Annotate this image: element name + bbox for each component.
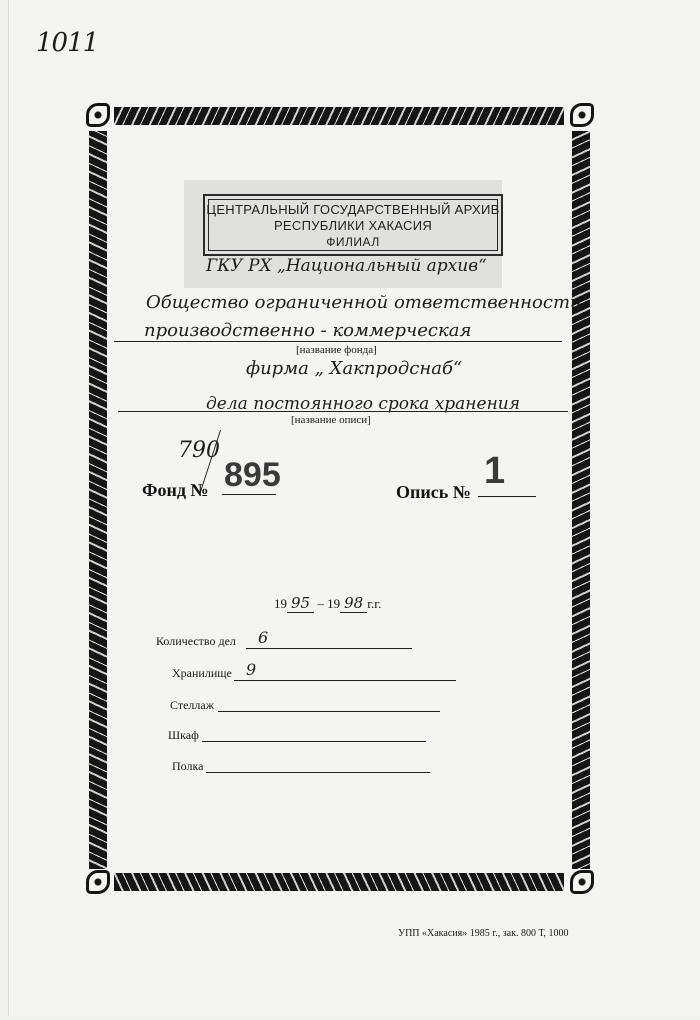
opis-name-caption: [название описи] [291,414,371,426]
frame-corner-ornament-top-left [86,103,110,127]
field-rule-cabinet [202,741,426,742]
year-dash: – [317,596,324,611]
frame-bottom-band [114,873,564,891]
opis-number-rule [478,496,536,497]
field-label-cabinet: Шкаф [168,728,199,742]
opis-name-rule [118,411,568,412]
fond-name-line-2: производственно - коммерческая [144,320,472,341]
stamp-line-3: ФИЛИАЛ [326,235,380,249]
stamp-line-2: РЕСПУБЛИКИ ХАКАСИЯ [273,218,433,233]
archive-name-handwritten: ГКУ РХ „Национальный архив“ [206,256,487,276]
fond-number: 895 [224,456,281,494]
stamp-line-1: ЦЕНТРАЛЬНЫЙ ГОСУДАРСТВЕННЫЙ АРХИВ [206,202,500,217]
year-end-prefix: 19 [327,596,341,611]
frame-corner-ornament-bottom-left [86,870,110,894]
fond-name-rule [114,341,562,342]
printing-imprint: УПП «Хакасия» 1985 г., зак. 800 Т, 1000 [398,928,569,939]
field-rule-shelf [206,772,430,773]
field-rule-cases-count [246,648,412,649]
fond-name-caption: [название фонда] [296,344,377,356]
archive-stamp [203,194,503,256]
field-label-shelf: Полка [172,759,204,773]
field-label-rack: Стеллаж [170,698,215,712]
field-value-storage: 9 [246,660,257,679]
opis-label: Опись № [396,482,471,502]
frame-top-band [114,107,564,125]
field-rule-rack [218,711,440,712]
frame-corner-ornament-bottom-right [570,870,594,894]
year-end: 98 [340,594,367,613]
years-range [274,594,381,612]
year-start: 95 [287,594,314,613]
fond-name-line-1: Общество ограниченной ответственности [146,292,582,313]
field-value-cases-count: 6 [258,628,269,647]
frame-left-band [89,131,107,869]
opis-number: 1 [484,450,506,492]
year-start-prefix: 19 [274,596,287,611]
field-label-cases-count: Количество дел [156,634,236,648]
archive-page-number: 1011 [36,28,99,58]
fond-name-line-3: фирма „ Хакпродснаб“ [246,358,463,379]
field-label-storage: Хранилище [172,666,232,680]
years-suffix: г.г. [367,596,382,611]
opis-name-value: дела постоянного срока хранения [206,394,520,414]
frame-right-band [572,131,590,869]
fond-number-rule [222,494,276,495]
field-rule-storage [234,680,456,681]
fond-label: Фонд № [142,480,209,500]
fond-old-number: 790 [178,438,220,463]
frame-corner-ornament-top-right [570,103,594,127]
